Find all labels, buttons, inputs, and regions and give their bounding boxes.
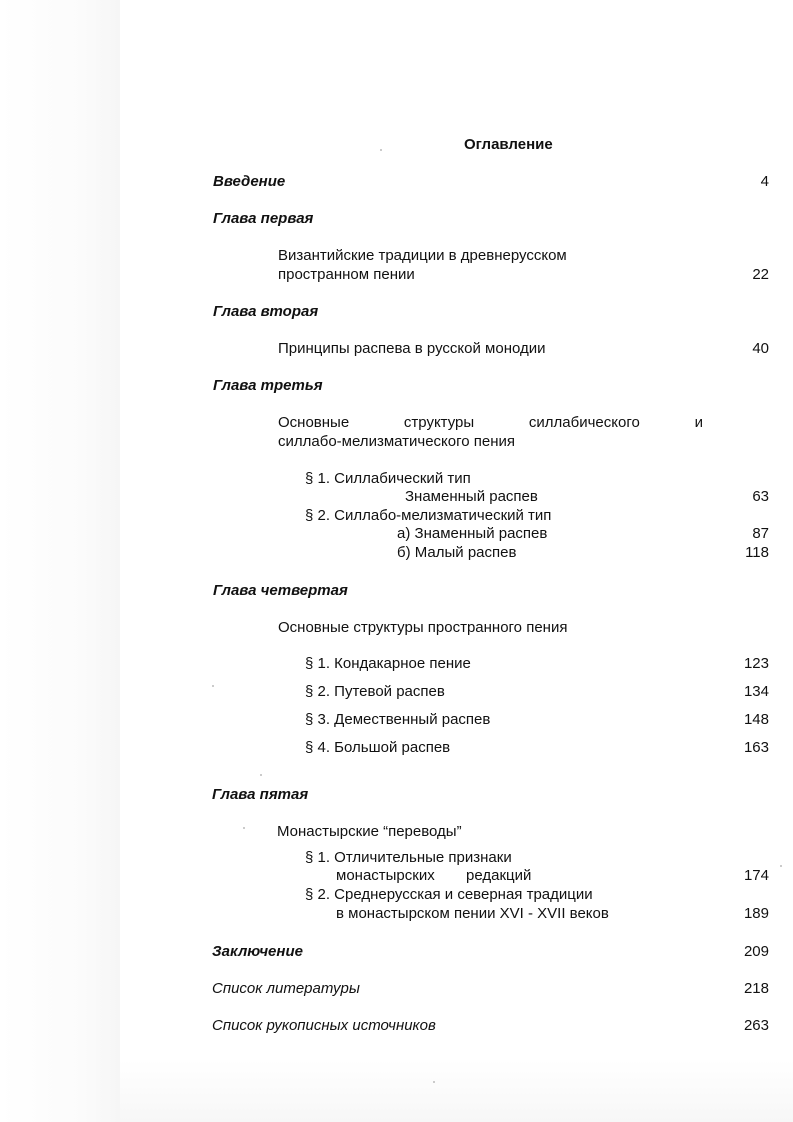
chapter-3-title-word: силлабического [528, 414, 640, 431]
chapter-5-section-2: § 2. Среднерусская и северная традиции [305, 886, 593, 903]
chapter-2-title: Принципы распева в русской монодии [278, 340, 546, 357]
chapter-3-title-word: структуры [403, 414, 475, 431]
chapter-5-section-1-continuation-b: редакций [466, 867, 532, 884]
chapter-4-section-4-page: 163 [743, 739, 769, 756]
chapter-1-title-line-2: пространном пении [278, 266, 415, 283]
chapter-5-title: Монастырские “переводы” [277, 823, 462, 840]
chapter-5-section-2-continuation: в монастырском пении XVI - XVII веков [336, 905, 609, 922]
scan-speck [260, 774, 262, 776]
chapter-5-section-1-page: 174 [743, 867, 769, 884]
chapter-3-section-2-item-b-page: 118 [745, 544, 769, 561]
chapter-3-section-1: § 1. Силлабический тип [305, 470, 471, 487]
chapter-2-heading: Глава вторая [213, 303, 319, 320]
scan-margin-shade [0, 0, 120, 1122]
chapter-3-section-2-item-b: б) Малый распев [397, 544, 517, 561]
chapter-5-section-2-page: 189 [743, 905, 769, 922]
scan-speck [212, 685, 214, 687]
literature-page: 218 [743, 980, 769, 997]
chapter-4-section-4: § 4. Большой распев [305, 739, 451, 756]
conclusion-page: 209 [743, 943, 769, 960]
chapter-3-title-line-1 [278, 414, 703, 432]
intro-heading: Введение [213, 173, 286, 190]
chapter-4-title: Основные структуры пространного пения [278, 619, 568, 636]
chapter-3-section-2-item-a-page: 87 [752, 525, 769, 542]
scan-bottom-shade [120, 1060, 793, 1122]
literature-heading: Список литературы [212, 980, 360, 997]
intro-page: 4 [760, 173, 769, 190]
chapter-3-title-word: и [694, 414, 703, 431]
chapter-1-title-line-1: Византийские традиции в древнерусском [278, 247, 567, 264]
manuscripts-page: 263 [743, 1017, 769, 1034]
chapter-3-title-word: Основные [278, 414, 350, 431]
chapter-4-heading: Глава четвертая [213, 582, 348, 599]
chapter-5-section-1: § 1. Отличительные признаки [305, 849, 512, 866]
chapter-3-section-1-item-page: 63 [752, 488, 769, 505]
chapter-2-page: 40 [752, 340, 769, 357]
chapter-4-section-2: § 2. Путевой распев [305, 683, 445, 700]
chapter-1-page: 22 [752, 266, 769, 283]
chapter-3-section-2-item-a: а) Знаменный распев [397, 525, 548, 542]
scan-speck [243, 827, 245, 829]
scan-speck [380, 149, 382, 151]
scan-speck [433, 1081, 435, 1083]
scan-speck [780, 865, 782, 867]
chapter-4-section-1-page: 123 [743, 655, 769, 672]
manuscripts-heading: Список рукописных источников [212, 1017, 436, 1034]
chapter-3-section-2: § 2. Силлабо-мелизматический тип [305, 507, 552, 524]
conclusion-heading: Заключение [212, 943, 303, 960]
chapter-3-section-1-item: Знаменный распев [405, 488, 538, 505]
chapter-5-heading: Глава пятая [212, 786, 309, 803]
chapter-3-heading: Глава третья [213, 377, 323, 394]
chapter-4-section-2-page: 134 [743, 683, 769, 700]
chapter-4-section-1: § 1. Кондакарное пение [305, 655, 471, 672]
toc-title: Оглавление [464, 136, 553, 153]
chapter-1-heading: Глава первая [213, 210, 314, 227]
chapter-3-title-line-2: силлабо-мелизматического пения [278, 433, 516, 450]
chapter-4-section-3: § 3. Демественный распев [305, 711, 491, 728]
chapter-4-section-3-page: 148 [743, 711, 769, 728]
chapter-5-section-1-continuation-a: монастырских [336, 867, 435, 884]
